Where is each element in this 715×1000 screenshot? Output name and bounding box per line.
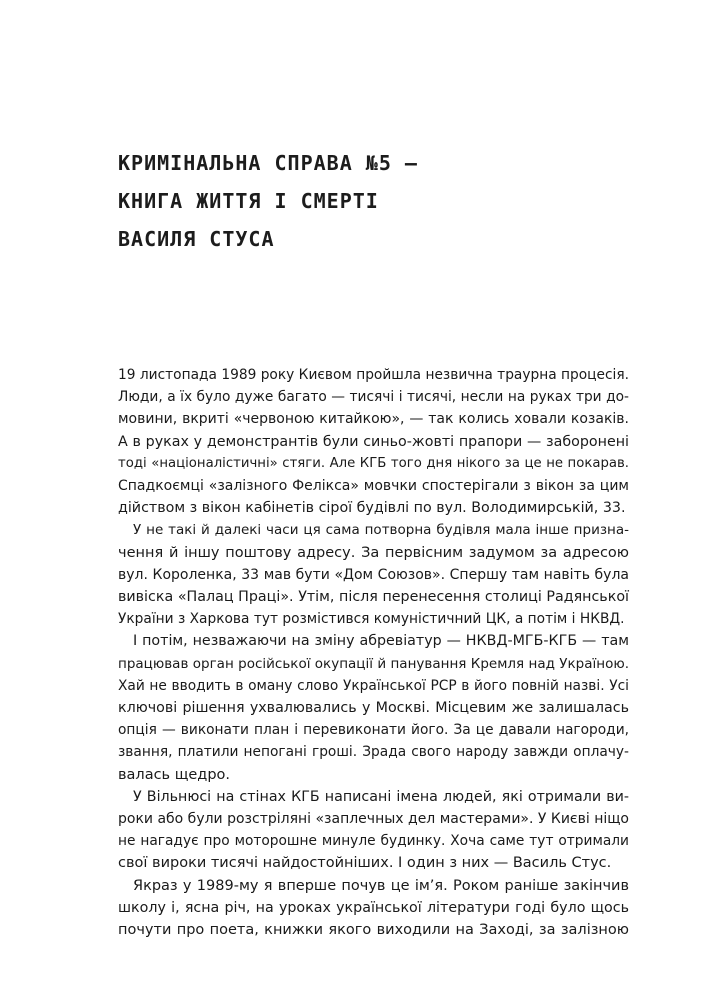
text-line: почути про поета, книжки якого виходили на Заході, за залізною xyxy=(118,922,629,939)
text-line: І потім, незважаючи на зміну абревіатур — НКВД-МГБ-КГБ — там xyxy=(133,633,629,650)
text-line: У не такі й далекі часи ця сама потворна будівля мала інше призна- xyxy=(133,522,629,539)
text-line: працював орган російської окупації й панування Кремля над Україною. xyxy=(118,655,629,672)
text-line: опція — виконати план і перевиконати його. За це давали нагороди, xyxy=(118,722,629,739)
text-line: А в руках у демонстрантів були синьо-жовті прапори — заборонені xyxy=(118,433,629,450)
text-line: чення й іншу поштову адресу. За первісним задумом за адресою xyxy=(118,544,629,561)
text-line: свої вироки тисячі найдостойніших. І один з них — Василь Стус. xyxy=(118,855,612,872)
chapter-title xyxy=(118,144,638,258)
chapter-title-line: КНИГА ЖИТТЯ І СМЕРТІ xyxy=(118,189,379,213)
text-line: не нагадує про моторошне минуле будинку. Хоча саме тут отримали xyxy=(118,833,629,850)
text-line: валась щедро. xyxy=(118,766,230,783)
text-line: звання, платили непогані гроші. Зрада свого народу завжди оплачу- xyxy=(118,744,629,761)
text-line: школу і, ясна річ, на уроках української літератури годі було щось xyxy=(118,899,629,916)
text-line: вивіска «Палац Праці». Утім, після перенесення столиці Радянської xyxy=(118,589,629,606)
text-line: дійством з вікон кабінетів сірої будівлі по вул. Володимирській, 33. xyxy=(118,500,626,517)
chapter-title-line: КРИМІНАЛЬНА СПРАВА №5 – xyxy=(118,151,418,175)
chapter-body xyxy=(118,364,629,941)
text-line: У Вільнюсі на стінах КГБ написані імена людей, які отримали ви- xyxy=(133,788,629,805)
text-line: 19 листопада 1989 року Києвом пройшла незвична траурна процесія. xyxy=(118,367,629,383)
text-line: Спадкоємці «залізного Фелікса» мовчки спостерігали з вікон за цим xyxy=(118,478,629,495)
text-line: Хай не вводить в оману слово Української РСР в його повній назві. Усі xyxy=(118,677,629,694)
text-line: тоді «націоналістичні» стяги. Але КГБ того дня нікого за це не покарав. xyxy=(118,455,629,471)
text-line: Люди, а їх було дуже багато — тисячі і тисячі, несли на руках три до- xyxy=(118,389,629,406)
text-line: ключові рішення ухвалювались у Москві. Місцевим же залишалась xyxy=(118,700,629,717)
text-line: України з Харкова тут розмістився комуністичний ЦК, а потім і НКВД. xyxy=(118,611,625,628)
text-line: мовини, вкриті «червоною китайкою», — так колись ховали козаків. xyxy=(118,411,629,428)
chapter-title-line: ВАСИЛЯ СТУСА xyxy=(118,227,275,251)
text-line: Якраз у 1989-му я вперше почув це ім’я. Роком раніше закінчив xyxy=(133,877,629,894)
text-line: роки або були розстріляні «заплечных дел мастерами». У Києві ніщо xyxy=(118,811,629,828)
text-line: вул. Короленка, 33 мав бути «Дом Союзов». Спершу там навіть була xyxy=(118,566,629,583)
